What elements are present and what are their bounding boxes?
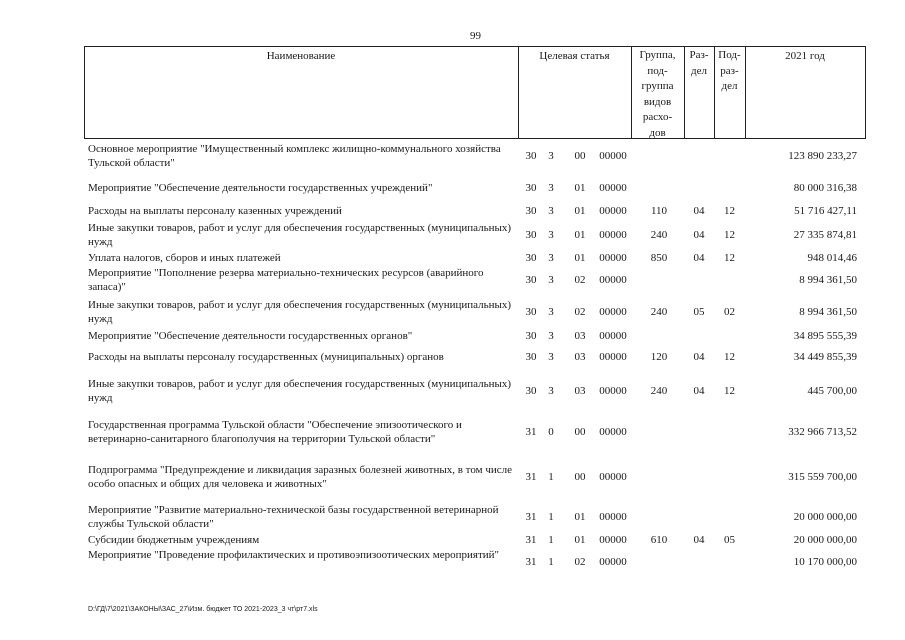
row-grp: 120 bbox=[650, 351, 668, 363]
row-c3: 03 bbox=[574, 385, 586, 397]
row-amount: 332 966 713,52 bbox=[788, 426, 857, 438]
row-c3: 03 bbox=[574, 351, 586, 363]
header-podrazdel: Под- раз- дел bbox=[718, 49, 741, 92]
row-prz: 12 bbox=[724, 351, 735, 363]
row-c2: 1 bbox=[548, 511, 554, 523]
header-group: Группа, под- группа видов расхо- дов bbox=[639, 49, 676, 139]
row-c3: 03 bbox=[574, 330, 586, 342]
row-amount: 8 994 361,50 bbox=[799, 274, 857, 286]
row-c4: 00000 bbox=[599, 511, 627, 523]
header-target: Целевая статья bbox=[539, 50, 610, 62]
row-c1: 30 bbox=[525, 182, 537, 194]
row-c4: 00000 bbox=[599, 556, 627, 568]
row-name: Иные закупки товаров, работ и услуг для обеспечения государственных (муниципальных) нужд bbox=[88, 222, 512, 248]
row-prz: 12 bbox=[724, 205, 735, 217]
row-name: Основное мероприятие "Имущественный комплекс жилищно-коммунального хозяйства Тульской области" bbox=[88, 143, 501, 169]
row-name: Субсидии бюджетным учреждениям bbox=[88, 534, 260, 546]
row-c3: 00 bbox=[574, 426, 586, 438]
row-c4: 00000 bbox=[599, 229, 627, 241]
row-grp: 110 bbox=[650, 205, 668, 217]
row-grp: 850 bbox=[650, 252, 668, 264]
row-c1: 30 bbox=[525, 274, 537, 286]
row-rz: 04 bbox=[693, 385, 705, 397]
row-c3: 01 bbox=[574, 182, 586, 194]
col-divider bbox=[865, 46, 866, 139]
row-c1: 30 bbox=[525, 252, 537, 264]
row-rz: 04 bbox=[693, 534, 705, 546]
row-c3: 02 bbox=[574, 556, 586, 568]
row-amount: 34 895 555,39 bbox=[793, 330, 857, 342]
row-c2: 3 bbox=[548, 252, 554, 264]
row-c4: 00000 bbox=[599, 471, 627, 483]
row-c2: 3 bbox=[548, 385, 554, 397]
row-amount: 27 335 874,81 bbox=[793, 229, 857, 241]
row-prz: 05 bbox=[724, 534, 735, 546]
header-razdel: Раз- дел bbox=[689, 49, 709, 77]
row-c2: 3 bbox=[548, 150, 554, 162]
row-c4: 00000 bbox=[599, 426, 627, 438]
row-c2: 3 bbox=[548, 229, 554, 241]
row-name: Мероприятие "Развитие материально-технической базы государственной ветеринарной службы Тульской области" bbox=[88, 504, 499, 530]
row-c3: 00 bbox=[574, 471, 586, 483]
table-top-border bbox=[84, 46, 866, 47]
row-name: Уплата налогов, сборов и иных платежей bbox=[88, 252, 281, 264]
row-c3: 01 bbox=[574, 534, 586, 546]
row-rz: 05 bbox=[693, 306, 705, 318]
row-amount: 123 890 233,27 bbox=[788, 150, 857, 162]
row-c1: 31 bbox=[525, 426, 537, 438]
row-c2: 1 bbox=[548, 534, 554, 546]
row-prz: 12 bbox=[724, 252, 735, 264]
row-amount: 10 170 000,00 bbox=[793, 556, 857, 568]
row-c3: 01 bbox=[574, 205, 586, 217]
row-prz: 12 bbox=[724, 229, 735, 241]
row-c1: 30 bbox=[525, 306, 537, 318]
row-name: Мероприятие "Обеспечение деятельности государственных органов" bbox=[88, 330, 413, 342]
row-c2: 3 bbox=[548, 274, 554, 286]
row-amount: 80 000 316,38 bbox=[793, 182, 857, 194]
row-c2: 1 bbox=[548, 556, 554, 568]
row-name: Мероприятие "Обеспечение деятельности государственных учреждений" bbox=[88, 182, 433, 194]
row-c4: 00000 bbox=[599, 306, 627, 318]
row-c1: 30 bbox=[525, 330, 537, 342]
row-c2: 1 bbox=[548, 471, 554, 483]
row-rz: 04 bbox=[693, 252, 705, 264]
page-number: 99 bbox=[470, 30, 481, 42]
row-grp: 240 bbox=[650, 306, 668, 318]
row-c2: 3 bbox=[548, 306, 554, 318]
row-grp: 610 bbox=[650, 534, 668, 546]
row-c2: 0 bbox=[548, 426, 554, 438]
row-name: Мероприятие "Проведение профилактических и противоэпизоотических мероприятий" bbox=[88, 549, 500, 561]
row-name: Расходы на выплаты персоналу государственных (муниципальных) органов bbox=[88, 351, 444, 363]
row-c4: 00000 bbox=[599, 205, 627, 217]
row-amount: 20 000 000,00 bbox=[793, 534, 857, 546]
row-prz: 12 bbox=[724, 385, 735, 397]
row-name: Мероприятие "Пополнение резерва материально-технических ресурсов (аварийного запаса)" bbox=[88, 267, 484, 293]
row-c1: 31 bbox=[525, 556, 537, 568]
row-name: Подпрограмма "Предупреждение и ликвидация заразных болезней животных, в том числе особо опасных и общих для человека и животных" bbox=[88, 464, 513, 490]
row-c2: 3 bbox=[548, 205, 554, 217]
row-grp: 240 bbox=[650, 385, 668, 397]
row-c4: 00000 bbox=[599, 385, 627, 397]
row-amount: 445 700,00 bbox=[807, 385, 857, 397]
row-c1: 30 bbox=[525, 385, 537, 397]
row-c1: 30 bbox=[525, 205, 537, 217]
row-amount: 51 716 427,11 bbox=[794, 205, 857, 217]
row-c4: 00000 bbox=[599, 182, 627, 194]
row-c3: 01 bbox=[574, 229, 586, 241]
header-name: Наименование bbox=[266, 50, 336, 62]
row-c2: 3 bbox=[548, 182, 554, 194]
row-amount: 948 014,46 bbox=[807, 252, 857, 264]
row-amount: 315 559 700,00 bbox=[788, 471, 857, 483]
row-c4: 00000 bbox=[599, 252, 627, 264]
row-amount: 20 000 000,00 bbox=[793, 511, 857, 523]
row-c1: 31 bbox=[525, 534, 537, 546]
row-c4: 00000 bbox=[599, 150, 627, 162]
header-bottom-border bbox=[84, 138, 866, 139]
row-c4: 00000 bbox=[599, 351, 627, 363]
row-amount: 8 994 361,50 bbox=[799, 306, 857, 318]
row-c4: 00000 bbox=[599, 330, 627, 342]
row-c3: 01 bbox=[574, 252, 586, 264]
row-c2: 3 bbox=[548, 351, 554, 363]
row-prz: 02 bbox=[724, 306, 735, 318]
row-c1: 30 bbox=[525, 351, 537, 363]
row-rz: 04 bbox=[693, 229, 705, 241]
row-c4: 00000 bbox=[599, 534, 627, 546]
footer-file-path: D:\ГД\7\2021\ЗАКОНЫ\ЗАС_27\Изм. бюджет ТО 2021-2023_3 чт\рт7.xls bbox=[88, 606, 318, 613]
row-c1: 31 bbox=[525, 511, 537, 523]
row-grp: 240 bbox=[650, 229, 668, 241]
row-c1: 31 bbox=[525, 471, 537, 483]
row-c4: 00000 bbox=[599, 274, 627, 286]
row-amount: 34 449 855,39 bbox=[793, 351, 857, 363]
row-c3: 02 bbox=[574, 274, 586, 286]
row-rz: 04 bbox=[693, 205, 705, 217]
row-name: Иные закупки товаров, работ и услуг для обеспечения государственных (муниципальных) нужд bbox=[88, 299, 512, 325]
row-name: Иные закупки товаров, работ и услуг для обеспечения государственных (муниципальных) нужд bbox=[88, 378, 512, 404]
row-c3: 01 bbox=[574, 511, 586, 523]
row-c1: 30 bbox=[525, 150, 537, 162]
header-year: 2021 год bbox=[785, 50, 825, 62]
row-c1: 30 bbox=[525, 229, 537, 241]
row-name: Государственная программа Тульской области "Обеспечение эпизоотического и ветеринарно-санитарного благополучия на территории Тульской области" bbox=[88, 419, 462, 445]
row-c3: 00 bbox=[574, 150, 586, 162]
row-rz: 04 bbox=[693, 351, 705, 363]
row-c2: 3 bbox=[548, 330, 554, 342]
row-name: Расходы на выплаты персоналу казенных учреждений bbox=[88, 205, 342, 217]
row-c3: 02 bbox=[574, 306, 586, 318]
